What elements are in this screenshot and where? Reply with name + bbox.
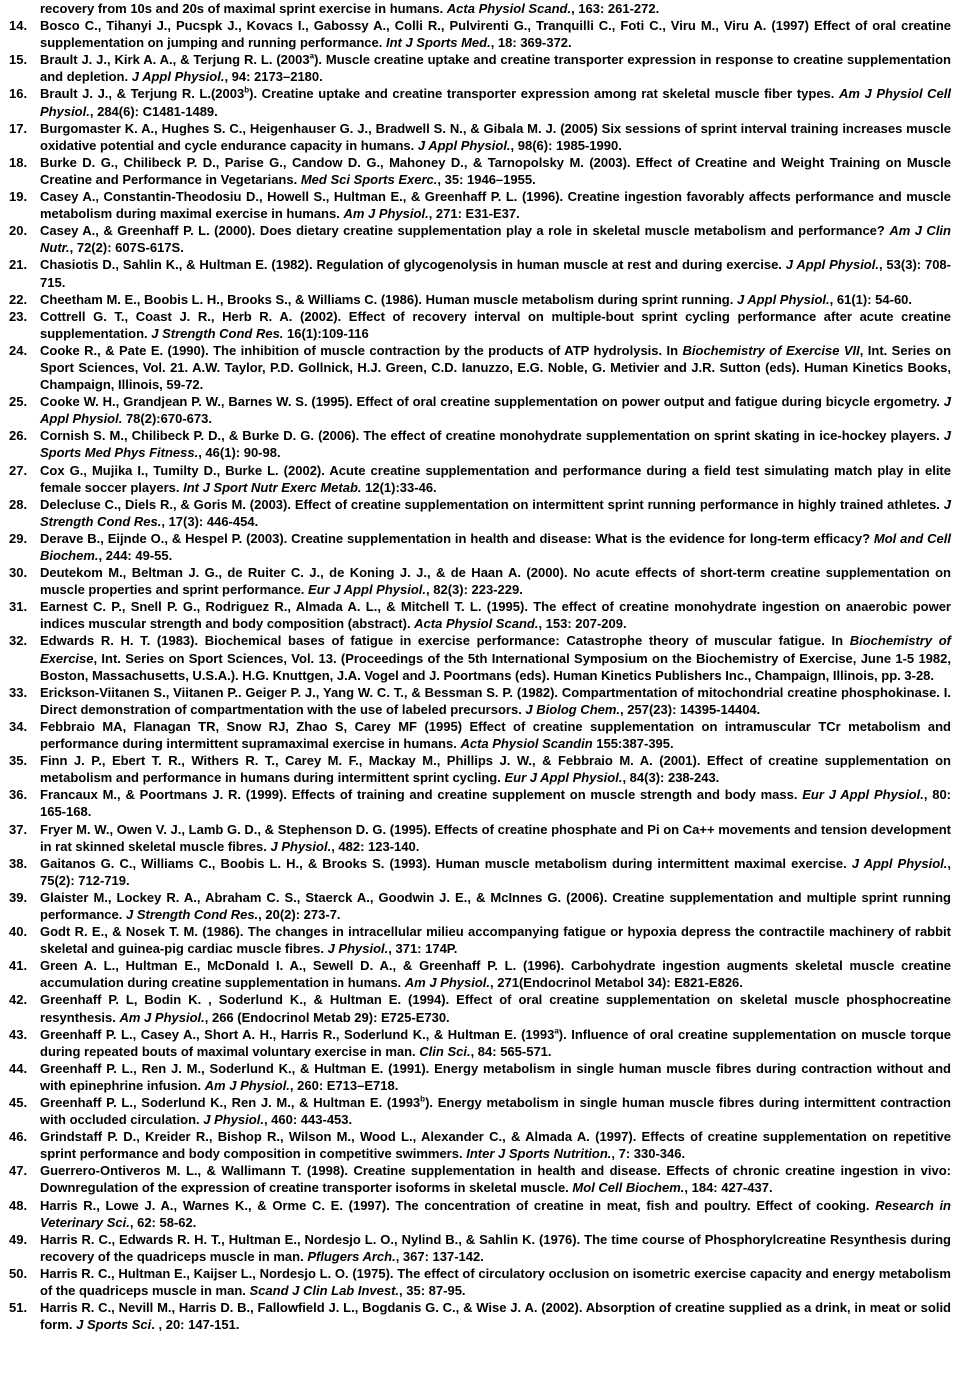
reference-segment: Erickson-Viitanen S., Viitanen P.. Geiger P. J., Yang W. C. T., & Bessman S. P. (1982). Compartmentation of mitochondrial creatine phosphokinase. I. Direct demonstration of compartmentation with the use of labeled precursors.: [40, 684, 951, 717]
reference-entry: [9, 496, 951, 530]
reference-entry: [9, 1094, 951, 1128]
reference-segment: Francaux M., & Poortmans J. R. (1999). Effects of training and creatine supplement on muscle strength and body mass.: [40, 787, 803, 803]
reference-entry: [9, 1197, 951, 1231]
superscript: a: [554, 1026, 559, 1036]
reference-segment: , 371: 174P.: [388, 941, 458, 957]
journal-title: Research in Veterinary Sci.: [40, 1197, 951, 1230]
journal-title: Biochemistry of Exercise: [40, 633, 951, 666]
reference-segment: , 84(3): 238-243.: [622, 770, 720, 786]
reference-number: 47.: [9, 1163, 28, 1179]
reference-segment: Brault J. J., & Terjung R. L.(2003: [40, 86, 245, 102]
reference-segment: Green A. L., Hultman E., McDonald I. A., Sewell D. A., & Greenhaff P. L. (1996). Carbohydrate ingestion augments skeletal muscle creatine accumulation during creatine supplementation in humans.: [40, 958, 951, 991]
reference-entry: [9, 291, 951, 308]
journal-title: J Sports Sci: [76, 1317, 152, 1333]
superscript: b: [244, 86, 250, 96]
reference-segment: , 7: 330-346.: [611, 1146, 686, 1162]
reference-segment: , 460: 443-453.: [263, 1112, 353, 1128]
reference-entry: [9, 85, 951, 119]
journal-title: J Physiol.: [327, 941, 389, 957]
journal-title: Int J Sports Med.: [385, 35, 491, 51]
reference-segment: , 257(23): 14395-14404.: [620, 701, 761, 717]
reference-entry: [9, 154, 951, 188]
reference-segment: , 367: 137-142.: [395, 1248, 484, 1264]
superscript: a: [309, 51, 315, 61]
journal-title: Inter J Sports Nutrition.: [466, 1146, 612, 1162]
reference-segment: recovery from 10s and 20s of maximal sprint exercise in humans.: [40, 1, 447, 16]
reference-entry: [9, 393, 951, 427]
reference-text: [40, 427, 951, 461]
reference-segment: , 80: 165-168.: [40, 787, 952, 820]
reference-number: 43.: [9, 1026, 28, 1042]
reference-entry: [9, 17, 951, 51]
reference-number: 16.: [9, 86, 28, 102]
reference-text: [40, 718, 951, 752]
reference-entry: [9, 855, 951, 889]
reference-entry: [9, 530, 951, 564]
reference-segment: , 94: 2173–2180.: [224, 69, 323, 85]
journal-title: Scand J Clin Lab Invest.: [249, 1283, 400, 1299]
journal-title: J Strength Cond Res.: [151, 325, 284, 341]
reference-text: [40, 291, 951, 308]
reference-segment: , 482: 123-140.: [331, 838, 420, 854]
reference-segment: Casey A., & Greenhaff P. L. (2000). Does dietary creatine supplementation play a role in skeletal muscle metabolism and performance?: [40, 223, 890, 239]
reference-number: 25.: [9, 394, 28, 410]
journal-title: J Strength Cond Res.: [40, 496, 951, 529]
journal-title: Eur J Appl Physiol.: [802, 787, 924, 803]
reference-text: [40, 957, 951, 991]
reference-text: [40, 1026, 951, 1060]
reference-segment: 78(2):670-673.: [122, 411, 212, 427]
journal-title: J Appl Physiol.: [851, 855, 948, 871]
reference-segment: Harris R. C., Hultman E., Kaijser L., Nordesjo L. O. (1975). The effect of circulatory occlusion on isometric exercise capacity and energy metabolism of the quadriceps muscle in man.: [40, 1265, 951, 1299]
reference-segment: Cooke R., & Pate E. (1990). The inhibition of muscle contraction by the products of ATP hydrolysis. In: [40, 342, 683, 358]
reference-text: [40, 120, 951, 154]
reference-segment: , 18: 369-372.: [490, 35, 572, 51]
reference-text: [40, 1299, 951, 1333]
reference-text: [40, 855, 951, 889]
reference-entry: [9, 991, 951, 1025]
reference-number: 50.: [9, 1265, 28, 1281]
reference-text: [40, 632, 951, 683]
reference-entry: [9, 957, 951, 991]
reference-segment: Deutekom M., Beltman J. G., de Ruiter C. J., de Koning J. J., & de Haan A. (2000). No acute effects of short-term creatine supplementation on muscle properties and sprint performance.: [40, 565, 951, 598]
reference-text: [40, 1060, 951, 1094]
reference-entry: [9, 718, 951, 752]
reference-segment: 16(1):109-116: [283, 325, 369, 341]
reference-segment: , 46(1): 90-98.: [198, 445, 281, 461]
reference-entry: [9, 923, 951, 957]
journal-title: Am J Physiol Cell Physiol.: [40, 86, 951, 119]
reference-segment: , 271: E31-E37.: [428, 206, 520, 222]
reference-text: [40, 1265, 951, 1299]
journal-title: Am J Physiol.: [119, 1009, 205, 1025]
reference-segment: 12(1):33-46.: [361, 479, 437, 495]
reference-segment: , 271(Endocrinol Metabol 34): E821-E826.: [490, 975, 743, 991]
reference-segment: Burgomaster K. A., Hughes S. C., Heigenhauser G. J., Bradwell S. N., & Gibala M. J. (2005) Six sessions of sprint interval training increases muscle oxidative potential and cycle endurance capacity in humans.: [40, 120, 951, 153]
journal-title: J Physiol.: [270, 838, 332, 854]
reference-segment: Casey A., Constantin-Theodosiu D., Howell S., Hultman E., & Greenhaff P. L. (1996). Creatine ingestion favorably affects performance and muscle metabolism during maximal exercise in humans.: [40, 189, 951, 222]
reference-text: [40, 786, 951, 820]
reference-segment: Glaister M., Lockey R. A., Abraham C. S., Staerck A., Goodwin J. E., & McInnes G. (2006). Creatine supplementation and multiple sprint running performance.: [40, 889, 951, 922]
reference-text: [40, 393, 951, 427]
reference-segment: ). Influence of oral creatine supplementation on muscle torque during repeated bouts of maximal voluntary exercise in man.: [40, 1026, 951, 1059]
reference-segment: Harris R. C., Nevill M., Harris D. B., Fallowfield J. L., Bogdanis G. C., & Wise J. A. (2002). Absorption of creatine supplied as a drink, in meat or solid form.: [40, 1300, 951, 1333]
reference-segment: , 266 (Endocrinol Metab 29): E725-E730.: [204, 1009, 450, 1025]
reference-number: 51.: [9, 1300, 28, 1316]
journal-title: Am J Physiol.: [404, 975, 491, 991]
journal-title: J Appl Physiol.: [417, 137, 511, 153]
reference-segment: Godt R. E., & Nosek T. M. (1986). The changes in intracellular milieu accompanying fatigue or hypoxia depress the contractile machinery of rabbit skeletal and guinea-pig cardiac muscle fibres.: [40, 924, 951, 957]
reference-entry: [9, 1265, 951, 1299]
reference-segment: Bosco C., Tihanyi J., Pucspk J., Kovacs I., Gabossy A., Colli R., Pulvirenti G., Tranquilli C., Foti C., Viru M., Viru A. (1997) Effect of oral creatine supplementation on jumping and running performance.: [40, 18, 951, 51]
reference-segment: , 35: 87-95.: [399, 1283, 466, 1299]
journal-title: Med Sci Sports Exerc.: [300, 171, 438, 187]
reference-entry: [9, 51, 951, 85]
reference-segment: , 84: 565-571.: [470, 1043, 552, 1059]
reference-entry: [9, 632, 951, 683]
reference-segment: Delecluse C., Diels R., & Goris M. (2003). Effect of creatine supplementation on intermittent sprint running performance in highly trained athletes.: [40, 496, 944, 512]
reference-segment: ). Creatine uptake and creatine transporter expression among rat skeletal muscle fiber types.: [249, 86, 839, 102]
reference-entry: [9, 308, 951, 342]
reference-segment: Cooke W. H., Grandjean P. W., Barnes W. S. (1995). Effect of oral creatine supplementation on power output and fatigue during bicycle ergometry.: [40, 394, 944, 410]
reference-entry: [9, 821, 951, 855]
reference-number: 48.: [9, 1197, 28, 1213]
reference-text: [40, 1197, 951, 1231]
reference-segment: Cox G., Mujika I., Tumilty D., Burke L. (2002). Acute creatine supplementation and performance during a field test simulating match play in elite female soccer players.: [40, 462, 951, 495]
journal-title: Mol and Cell Biochem.: [40, 530, 951, 563]
reference-segment: 155:387-395.: [592, 736, 674, 752]
reference-text: [40, 598, 951, 632]
reference-text: [40, 308, 951, 342]
reference-segment: Finn J. P., Ebert T. R., Withers R. T., Carey M. F., Mackay M., Phillips J. W., & Febbraio M. A. (2001). Effect of creatine supplementation on metabolism and performance in humans during intermittent sprint cycling.: [40, 753, 951, 786]
reference-entry: [9, 342, 951, 393]
journal-title: Acta Physiol Scand.: [446, 1, 572, 16]
reference-text: [40, 85, 951, 119]
reference-segment: , 82(3): 223-229.: [426, 582, 523, 598]
reference-number: 17.: [9, 120, 28, 136]
reference-text: [40, 462, 951, 496]
journal-title: Acta Physiol Scand.: [414, 616, 539, 632]
reference-entry: [9, 684, 951, 718]
reference-text: [40, 1128, 951, 1162]
reference-entry: [9, 222, 951, 256]
journal-title: Biochemistry of Exercise VII: [682, 342, 860, 358]
reference-number: 34.: [9, 718, 28, 734]
superscript: b: [420, 1094, 426, 1104]
reference-text: [40, 1094, 951, 1128]
reference-segment: , 184: 427-437.: [684, 1180, 773, 1196]
reference-number: 14.: [9, 18, 28, 34]
reference-segment: , 20(2): 273-7.: [258, 906, 341, 922]
reference-number: 23.: [9, 308, 28, 324]
reference-text: [40, 991, 951, 1025]
reference-segment: Derave B., Eijnde O., & Hespel P. (2003). Creatine supplementation in health and disease: What is the evidence for long-term efficacy?: [40, 530, 874, 546]
reference-entry: [9, 0, 951, 17]
reference-entry: [9, 889, 951, 923]
reference-number: 45.: [9, 1095, 28, 1110]
reference-segment: , 98(6): 1985-1990.: [510, 137, 622, 153]
reference-segment: Harris R. C., Edwards R. H. T., Hultman E., Nordesjo L. O., Nylind B., & Sahlin K. (1976). The time course of Phosphorylcreatine Resynthesis during recovery of the quadriceps muscle in man.: [40, 1231, 951, 1264]
reference-text: [40, 17, 951, 51]
reference-number: 46.: [9, 1129, 28, 1145]
reference-entry: [9, 1060, 951, 1094]
journal-title: Eur J Appl Physiol.: [504, 770, 623, 786]
reference-segment: . , 20: 147-151.: [151, 1317, 240, 1333]
reference-segment: , 163: 261-272.: [571, 1, 660, 16]
reference-text: [40, 923, 951, 957]
journal-title: Clin Sci.: [419, 1043, 471, 1059]
reference-segment: Fryer M. W., Owen V. J., Lamb G. D., & Stephenson D. G. (1995). Effects of creatine phosphate and Pi on Ca++ movements and tension development in rat skinned skeletal muscle fibres.: [40, 821, 951, 854]
reference-segment: Burke D. G., Chilibeck P. D., Parise G., Candow D. G., Mahoney D., & Tarnopolsky M. (2003). Effect of Creatine and Weight Training on Muscle Creatine and Performance in Vegetarians.: [40, 154, 951, 187]
reference-segment: Earnest C. P., Snell P. G., Rodriguez R., Almada A. L., & Mitchell T. L. (1995). The effect of creatine monohydrate ingestion on anaerobic power indices muscular strength and body composition (abstract).: [40, 599, 951, 632]
reference-number: 36.: [9, 787, 28, 803]
reference-number: 33.: [9, 684, 28, 700]
reference-entry: [9, 752, 951, 786]
reference-segment: , 61(1): 54-60.: [829, 291, 913, 307]
reference-number: 31.: [9, 599, 28, 615]
reference-segment: Febbraio MA, Flanagan TR, Snow RJ, Zhao S, Carey MF (1995) Effect of creatine supplementation on intramuscular TCr metabolism and performance during intermittent supramaximal exercise in humans.: [40, 718, 951, 752]
reference-entry: [9, 1299, 951, 1333]
reference-number: 35.: [9, 753, 28, 769]
reference-segment: Cottrell G. T., Coast J. R., Herb R. A. (2002). Effect of recovery interval on multiple-bout sprint cycling performance after acute creatine supplementation.: [40, 308, 951, 341]
reference-number: 26.: [9, 428, 28, 444]
reference-number: 42.: [9, 992, 28, 1008]
reference-number: 41.: [9, 958, 28, 974]
reference-text: [40, 821, 951, 855]
reference-entry: [9, 564, 951, 598]
reference-segment: ). Energy metabolism in single human muscle fibres during intermittent contraction with occluded circulation.: [40, 1095, 951, 1128]
journal-title: J Appl Physiol.: [785, 257, 879, 273]
reference-segment: , 75(2): 712-719.: [40, 855, 952, 888]
journal-title: J Appl Physiol.: [40, 394, 951, 427]
reference-entry: [9, 598, 951, 632]
reference-number: 15.: [9, 52, 28, 68]
reference-text: [40, 256, 951, 290]
reference-entry: [9, 462, 951, 496]
reference-segment: Gaitanos G. C., Williams C., Boobis L. H., & Brooks S. (1993). Human muscle metabolism during intermittent maximal exercise.: [40, 855, 852, 871]
reference-segment: Brault J. J., Kirk A. A., & Terjung R. L. (2003: [40, 52, 310, 68]
reference-segment: , 244: 49-55.: [98, 548, 173, 563]
reference-number: 27.: [9, 462, 28, 478]
reference-segment: Greenhaff P. L., Soderlund K., Ren J. M., & Hultman E. (1993: [40, 1095, 421, 1110]
reference-segment: , 72(2): 607S-617S.: [69, 240, 184, 256]
reference-segment: Greenhaff P. L, Bodin K. , Soderlund K., & Hultman E. (1994). Effect of oral creatine supplementation on skeletal muscle phosphocreatine resynthesis.: [40, 992, 951, 1025]
reference-entry: [9, 188, 951, 222]
reference-number: 49.: [9, 1231, 28, 1247]
reference-number: 21.: [9, 257, 28, 273]
journal-title: Am J Physiol.: [343, 206, 429, 222]
journal-title: J Strength Cond Res.: [125, 906, 259, 922]
reference-number: 29.: [9, 530, 28, 546]
reference-segment: Grindstaff P. D., Kreider R., Bishop R., Wilson M., Wood L., Alexander C., & Almada A. (1997). Effects of creatine supplementation on repetitive sprint performance and body composition in competitive swimmers.: [40, 1129, 951, 1162]
reference-segment: , 153: 207-209.: [538, 616, 627, 632]
reference-list: [9, 0, 951, 1333]
journal-title: Acta Physiol Scandin: [460, 736, 593, 752]
reference-text: [40, 889, 951, 923]
reference-number: 24.: [9, 342, 28, 358]
reference-number: 22.: [9, 291, 28, 307]
reference-segment: Guerrero-Ontiveros M. L., & Wallimann T. (1998). Creatine supplementation in health and disease. Effects of chronic creatine ingestion in vivo: Downregulation of the expression of creatine transporter isoforms in skeletal muscle.: [40, 1163, 951, 1196]
reference-number: 28.: [9, 496, 28, 512]
reference-segment: , 53(3): 708-715.: [40, 257, 951, 290]
reference-text: [40, 154, 951, 188]
journal-title: Int J Sport Nutr Exerc Metab.: [183, 479, 362, 495]
journal-title: J Appl Physiol.: [131, 69, 225, 85]
reference-number: 39.: [9, 889, 28, 905]
reference-entry: [9, 786, 951, 820]
journal-title: J Physiol.: [203, 1112, 264, 1128]
reference-entry: [9, 1128, 951, 1162]
journal-title: J Appl Physiol.: [736, 291, 830, 307]
reference-segment: , 17(3): 446-454.: [161, 513, 259, 529]
reference-text: [40, 51, 951, 85]
reference-segment: ). Muscle creatine uptake and creatine transporter expression in response to creatine supplementation and depletion.: [40, 52, 951, 85]
reference-segment: Edwards R. H. T. (1983). Biochemical bases of fatigue in exercise performance: Catastrophe theory of muscular fatigue. In: [40, 633, 850, 649]
journal-title: Eur J Appl Physiol.: [308, 582, 427, 598]
journal-title: Am J Physiol.: [204, 1077, 290, 1093]
journal-title: Mol Cell Biochem.: [572, 1180, 685, 1196]
reference-number: 32.: [9, 633, 28, 649]
reference-number: 20.: [9, 223, 28, 239]
reference-text: [40, 684, 951, 718]
reference-entry: [9, 1162, 951, 1196]
reference-segment: Chasiotis D., Sahlin K., & Hultman E. (1982). Regulation of glycogenolysis in human muscle at rest and during exercise.: [40, 257, 786, 273]
reference-segment: , 260: E713–E718.: [289, 1077, 399, 1093]
reference-segment: Greenhaff P. L., Casey A., Short A. H., Harris R., Soderlund K., & Hultman E. (1993: [40, 1026, 555, 1042]
reference-entry: [9, 1026, 951, 1060]
reference-number: 18.: [9, 154, 28, 170]
reference-entry: [9, 427, 951, 461]
reference-number: 37.: [9, 821, 28, 837]
journal-title: Pflugers Arch.: [307, 1248, 396, 1264]
journal-title: J Biolog Chem.: [525, 701, 621, 717]
reference-segment: , Int. Series on Sport Sciences, Vol. 13. (Proceedings of the 5th International Symposium on the Biochemistry of Exercise, June 1-5 1982, Boston, Massachusetts, U.S.A.). H.G. Knuttgen, J.A. Vogel and J. Poortmans (eds). Human Kinetics Publishers Inc., Champaign, Illinois, pp. 3-28.: [40, 650, 951, 683]
reference-text: [40, 752, 951, 786]
reference-segment: , Int. Series on Sport Sciences, Vol. 21. A.W. Taylor, P.D. Gollnick, H.J. Green, C.D. Ianuzzo, E.G. Noble, G. Metivier and J.R. Sutton (eds). Human Kinetics Books, Champaign, Illinois, 59-72.: [40, 342, 952, 393]
journal-title: J Sports Med Phys Fitness.: [40, 428, 951, 461]
reference-text: [40, 564, 951, 598]
reference-segment: , 35: 1946–1955.: [437, 171, 536, 187]
reference-number: 30.: [9, 565, 28, 581]
reference-number: 19.: [9, 189, 28, 205]
reference-text: [40, 188, 951, 222]
reference-segment: Cornish S. M., Chilibeck P. D., & Burke D. G. (2006). The effect of creatine monohydrate supplementation on sprint skating in ice-hockey players.: [40, 428, 944, 444]
journal-title: Am J Clin Nutr.: [40, 223, 951, 256]
reference-segment: Cheetham M. E., Boobis L. H., Brooks S., & Williams C. (1986). Human muscle metabolism during sprint running.: [40, 291, 737, 307]
reference-number: 40.: [9, 924, 28, 940]
reference-segment: , 284(6): C1481-1489.: [89, 103, 218, 119]
reference-text: [40, 530, 951, 564]
reference-text: [40, 342, 951, 393]
reference-text: [40, 222, 951, 256]
reference-entry: [9, 120, 951, 154]
reference-entry: [9, 1231, 951, 1265]
reference-segment: Greenhaff P. L., Ren J. M., Soderlund K., & Hultman E. (1991). Energy metabolism in single human muscle fibres during contraction without and with epinephrine infusion.: [40, 1060, 951, 1093]
reference-segment: Harris R., Lowe J. A., Warnes K., & Orme C. E. (1997). The concentration of creatine in meat, fish and poultry. Effect of cooking.: [40, 1197, 876, 1213]
reference-text: [40, 1162, 951, 1196]
reference-entry: [9, 256, 951, 290]
reference-number: 44.: [9, 1060, 28, 1076]
reference-number: 38.: [9, 855, 28, 871]
reference-text: [40, 0, 951, 17]
reference-segment: , 62: 58-62.: [129, 1214, 197, 1230]
reference-text: [40, 496, 951, 530]
reference-text: [40, 1231, 951, 1265]
